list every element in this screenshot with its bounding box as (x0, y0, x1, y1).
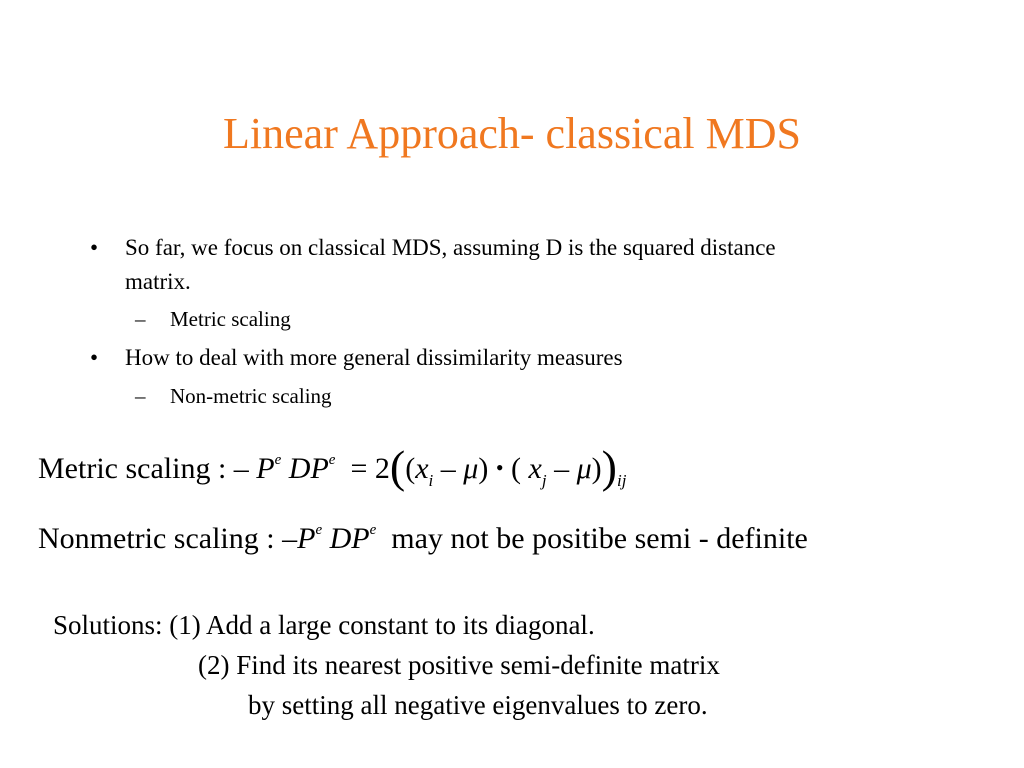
subscript-j: j (541, 471, 547, 490)
equals-sign: = (350, 452, 368, 485)
var-x: x (415, 452, 429, 485)
bullet-text: How to deal with more general dissimilarity measures (125, 345, 623, 370)
sub-bullet-text: Non-metric scaling (170, 384, 332, 408)
bullet-text-line1: So far, we focus on classical MDS, assuming D is the squared distance (125, 235, 776, 260)
var-x: x (528, 452, 542, 485)
left-paren: ( (511, 452, 522, 485)
solutions-block (53, 605, 720, 725)
metric-scaling-formula (38, 440, 626, 501)
solution-line-2: (2) Find its nearest positive semi-definite matrix (198, 650, 720, 680)
var-p: P (256, 452, 275, 485)
right-paren: ) (478, 452, 489, 485)
superscript-e: e (369, 522, 377, 538)
constant-two: 2 (374, 452, 390, 485)
subscript-i: i (428, 471, 434, 490)
solution-line-3: by setting all negative eigenvalues to zero. (248, 690, 708, 720)
bullet-marker: • (90, 345, 99, 370)
solution-line-1: Solutions: (1) Add a large constant to its diagonal. (53, 610, 595, 640)
minus-sign: – (282, 522, 298, 555)
var-d: D (329, 522, 352, 555)
var-mu: μ (463, 452, 479, 485)
subscript-ij: ij (616, 471, 627, 490)
left-paren: ( (405, 452, 416, 485)
var-p: P (297, 522, 316, 555)
minus-sign: – (233, 452, 249, 485)
minus-sign: – (554, 452, 570, 485)
big-left-paren: ( (389, 441, 406, 492)
formula-tail: may not be positibe semi - definite (391, 522, 808, 555)
var-d: D (288, 452, 311, 485)
bullet-marker: • (90, 235, 99, 260)
nonmetric-scaling-formula (38, 510, 808, 559)
formula-label: Nonmetric scaling : (38, 522, 275, 555)
minus-sign: – (440, 452, 456, 485)
dash-marker: – (135, 384, 146, 408)
var-p: P (351, 522, 370, 555)
bullet-text-line2: matrix. (125, 269, 191, 294)
slide-title: Linear Approach- classical MDS (223, 109, 801, 158)
var-mu: μ (576, 452, 592, 485)
dot-product-operator: • (495, 455, 504, 480)
right-paren: ) (591, 452, 602, 485)
sub-bullet-text: Metric scaling (170, 307, 291, 331)
superscript-e: e (315, 522, 323, 538)
superscript-e: e (274, 452, 282, 468)
superscript-e: e (328, 452, 336, 468)
formula-label: Metric scaling : (38, 452, 227, 485)
big-right-paren: ) (601, 441, 617, 492)
var-p: P (310, 452, 329, 485)
dash-marker: – (135, 307, 146, 331)
